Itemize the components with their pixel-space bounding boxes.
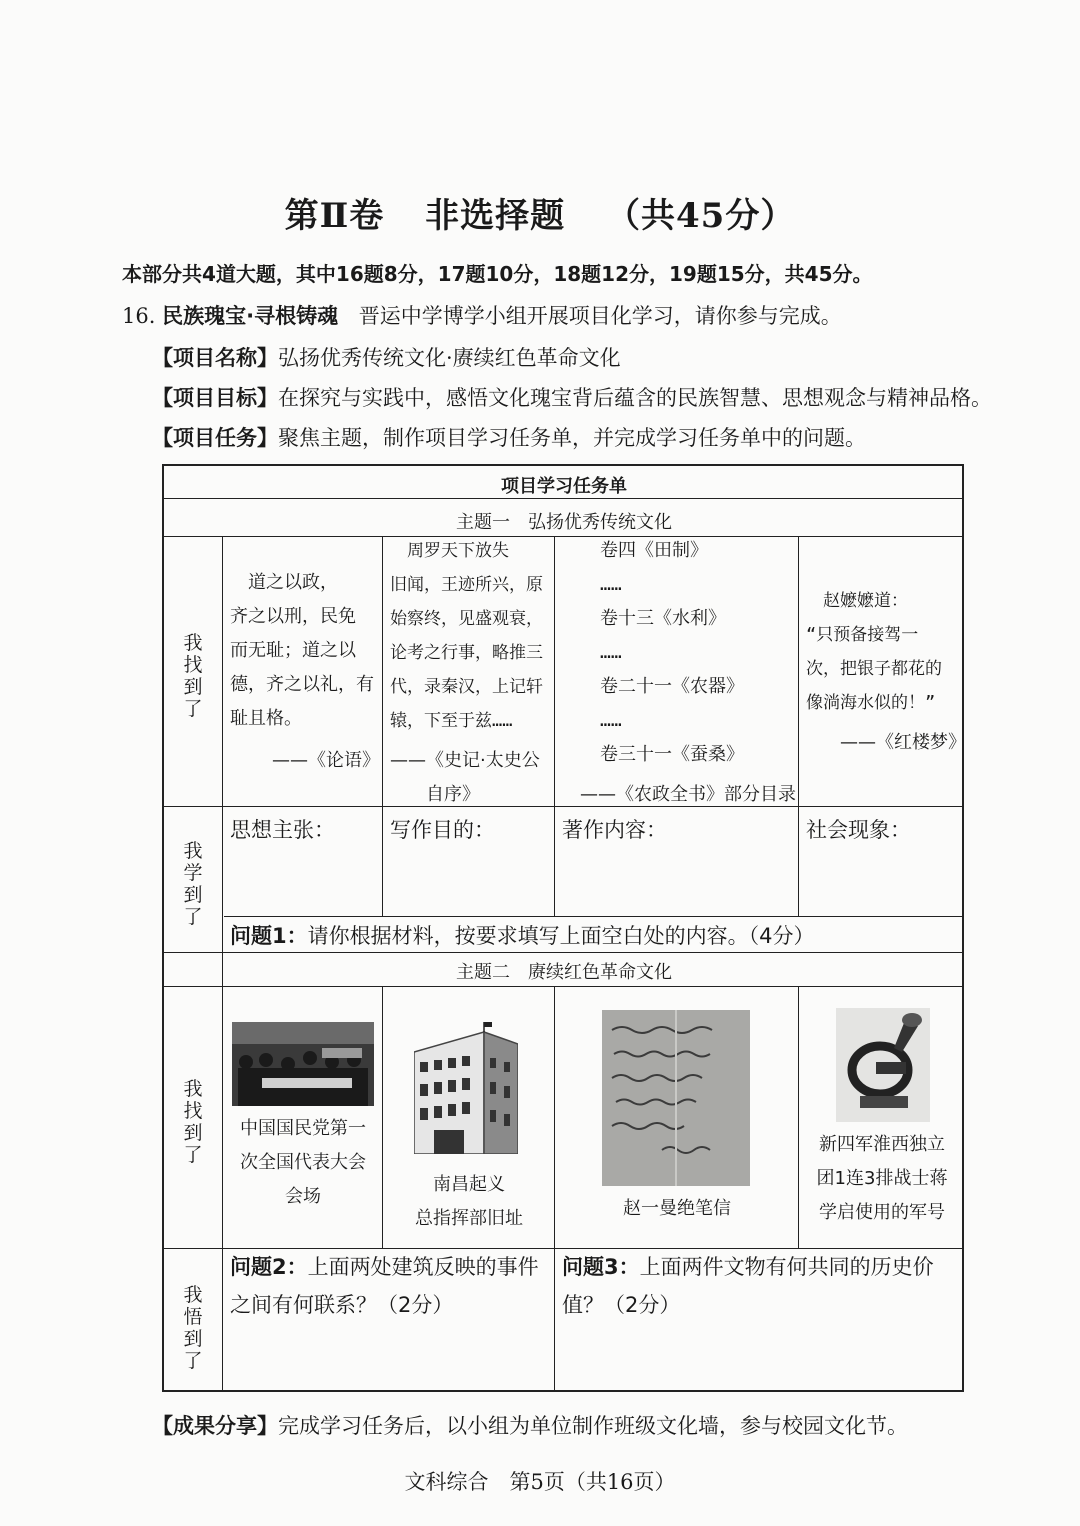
material-lunyu-source: ——《论语》 [272,750,380,771]
material-line: 卷十三《水利》 [600,608,726,629]
project-task [152,422,866,452]
material-line: 周罗天下放失 [390,541,509,561]
material-line: 齐之以刑，民免 [230,606,356,627]
page-footer: 文科综合 第5页（共16页） [404,1470,676,1494]
result-share-text: 完成学习任务后，以小组为单位制作班级文化墙，参与校园文化节。 [278,1414,908,1438]
material-shiji-source-2: 自序》 [426,784,480,805]
material-line: …… [600,574,622,595]
project-task-text: 聚焦主题，制作项目学习任务单，并完成学习任务单中的问题。 [278,426,866,450]
section-title-part2: 非选择题 [425,196,566,236]
material-line: 辕，下至于兹…… [390,711,513,731]
question-3-number: 问题3： [562,1255,640,1279]
question-3-text: 上面两件文物有何共同的历史价 [639,1255,934,1279]
material-line: 始察终，见盛观衰， [390,609,543,629]
caption-line: 新四军淮西独立 [819,1134,945,1155]
question-3 [562,1248,962,1324]
caption-line: 团1连3排战士蒋 [816,1168,948,1189]
row-label-found-2: 我找到了 [183,1078,203,1166]
material-line: 赵嬷嬷道： [806,591,908,611]
material-line: 德，齐之以礼，有 [230,674,374,695]
row-label-learned: 我学到了 [183,840,203,928]
fill-label-thought: 思想主张： [230,818,335,842]
question-3-text-2: 值？（2分） [562,1293,681,1317]
task-sheet-header: 项目学习任务单 [501,476,627,497]
material-line: 论考之行事，略推三 [390,643,543,663]
question-number: 16. [122,304,156,328]
caption-line: 总指挥部旧址 [415,1208,523,1229]
question-2-text-2: 之间有何联系？（2分） [230,1293,454,1317]
project-goal-text: 在探究与实践中，感悟文化瑰宝背后蕴含的民族智慧、思想观念与精神品格。 [278,386,992,410]
kmt-congress-photo [232,1022,374,1106]
result-share-tag: 【成果分享】 [152,1414,278,1438]
material-line: 而无耻；道之以 [230,640,356,661]
project-name-tag: 【项目名称】 [152,346,278,370]
caption-line: 学启使用的军号 [819,1202,945,1223]
material-nongzheng-source: ——《农政全书》部分目录 [580,784,796,805]
material-shiji [390,534,554,738]
material-line: 代，录秦汉，上记轩 [390,677,543,697]
section-title-part1: 第Ⅱ卷 [284,196,385,236]
material-line: 旧闻，王迹所兴，原 [390,575,543,595]
caption-line: 次全国代表大会 [240,1152,366,1173]
material-line: 卷四《田制》 [600,540,708,561]
caption-bugle [800,1128,964,1230]
fill-label-society: 社会现象： [806,818,911,842]
task-sheet-table [162,464,964,1392]
caption-zhao-yiman [556,1192,798,1226]
question-2-text: 上面两处建筑反映的事件 [307,1255,539,1279]
project-name [152,342,621,372]
section-intro: 本部分共4道大题，其中16题8分，17题10分，18题12分，19题15分，共45分。 [122,262,873,286]
material-hongloumeng [806,584,964,720]
material-line: 道之以政， [230,572,338,593]
section-title [0,188,1080,237]
caption-kmt-congress [224,1112,382,1214]
material-line: 卷三十一《蚕桑》 [600,744,744,765]
material-line: 卷二十一《农器》 [600,676,744,697]
section-title-part3: （共45分） [606,196,796,236]
nanchang-headquarters-photo [414,1022,518,1154]
material-line: “只预备接驾一 [806,625,919,645]
material-lunyu [230,566,380,736]
row-label-found-1: 我找到了 [183,632,203,720]
project-task-tag: 【项目任务】 [152,426,278,450]
result-share [152,1410,908,1440]
project-goal [152,382,992,412]
theme-two-heading: 主题二 赓续红色革命文化 [456,962,672,983]
caption-line: 南昌起义 [433,1174,505,1195]
material-line: …… [600,710,622,731]
question-16-stem [122,300,842,330]
bugle-photo [836,1008,930,1122]
question-1 [230,917,814,955]
caption-line: 中国国民党第一 [240,1118,366,1139]
zhao-yiman-letter-photo [602,1010,750,1186]
fill-label-content: 著作内容： [562,818,667,842]
theme-one-heading: 主题一 弘扬优秀传统文化 [456,512,672,533]
caption-line: 赵一曼绝笔信 [623,1198,731,1219]
material-shiji-source: ——《史记·太史公 [390,750,540,771]
material-line: 次，把银子都花的 [806,659,942,679]
material-nongzheng [600,534,790,772]
material-line: 耻且格。 [230,708,302,729]
question-intro: 晋运中学博学小组开展项目化学习，请你参与完成。 [358,304,842,328]
question-heading: 民族瑰宝·寻根铸魂 [162,304,339,328]
material-line: 像淌海水似的！” [806,693,936,713]
project-goal-tag: 【项目目标】 [152,386,278,410]
material-hongloumeng-source: ——《红楼梦》 [840,732,966,753]
fill-label-purpose: 写作目的： [390,818,495,842]
question-1-number: 问题1： [230,924,308,948]
project-name-text: 弘扬优秀传统文化·赓续红色革命文化 [278,346,621,370]
row-label-realized: 我悟到了 [183,1284,203,1372]
question-1-text: 请你根据材料，按要求填写上面空白处的内容。（4分） [307,924,815,948]
caption-line: 会场 [285,1186,321,1207]
caption-nanchang [384,1168,554,1236]
material-line: …… [600,642,622,663]
question-2 [230,1248,550,1324]
question-2-number: 问题2： [230,1255,308,1279]
